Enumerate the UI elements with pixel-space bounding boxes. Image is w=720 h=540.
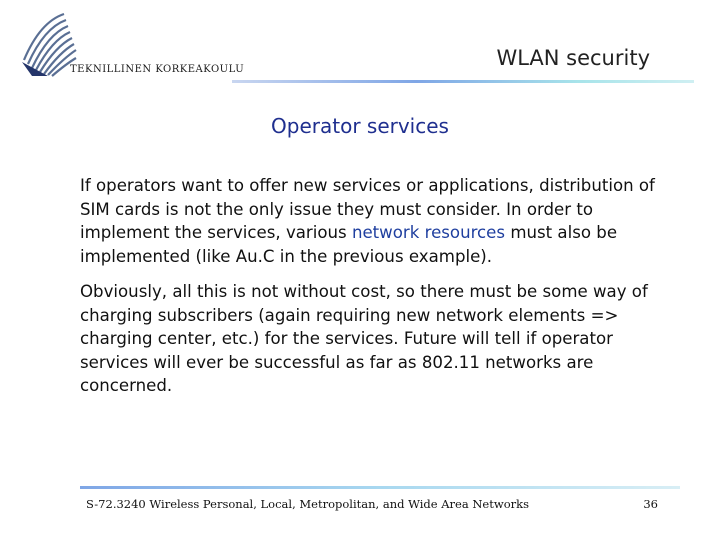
- paragraph-1: [80, 174, 670, 268]
- paragraph-1-end: must also be implemented (like Au.C in the previous example).: [80, 223, 618, 266]
- header-title: WLAN security: [496, 46, 650, 70]
- highlighted-term: network resources: [351, 223, 506, 242]
- footer-course: S-72.3240 Wireless Personal, Local, Metropolitan, and Wide Area Networks: [86, 497, 529, 511]
- logo-text: TEKNILLINEN KORKEAKOULU: [70, 64, 245, 75]
- paragraph-2: Obviously, all this is not without cost, so there must be some way of charging subscribers (again requiring new network elements => charging center, etc.) for the services. Future will tell if operator services will ever be successful as far as 802.11 networks are concerned.: [80, 282, 648, 395]
- slide-title: Operator services: [271, 114, 449, 138]
- header-divider: [232, 80, 694, 83]
- paragraph-1-start: If operators want to offer new services or applications, distribution of SIM cards is not the only issue they must consider. In order to implement the services, various: [80, 176, 655, 242]
- page-number: 36: [643, 497, 658, 511]
- footer-divider: [80, 486, 680, 489]
- slide-body: [80, 174, 670, 410]
